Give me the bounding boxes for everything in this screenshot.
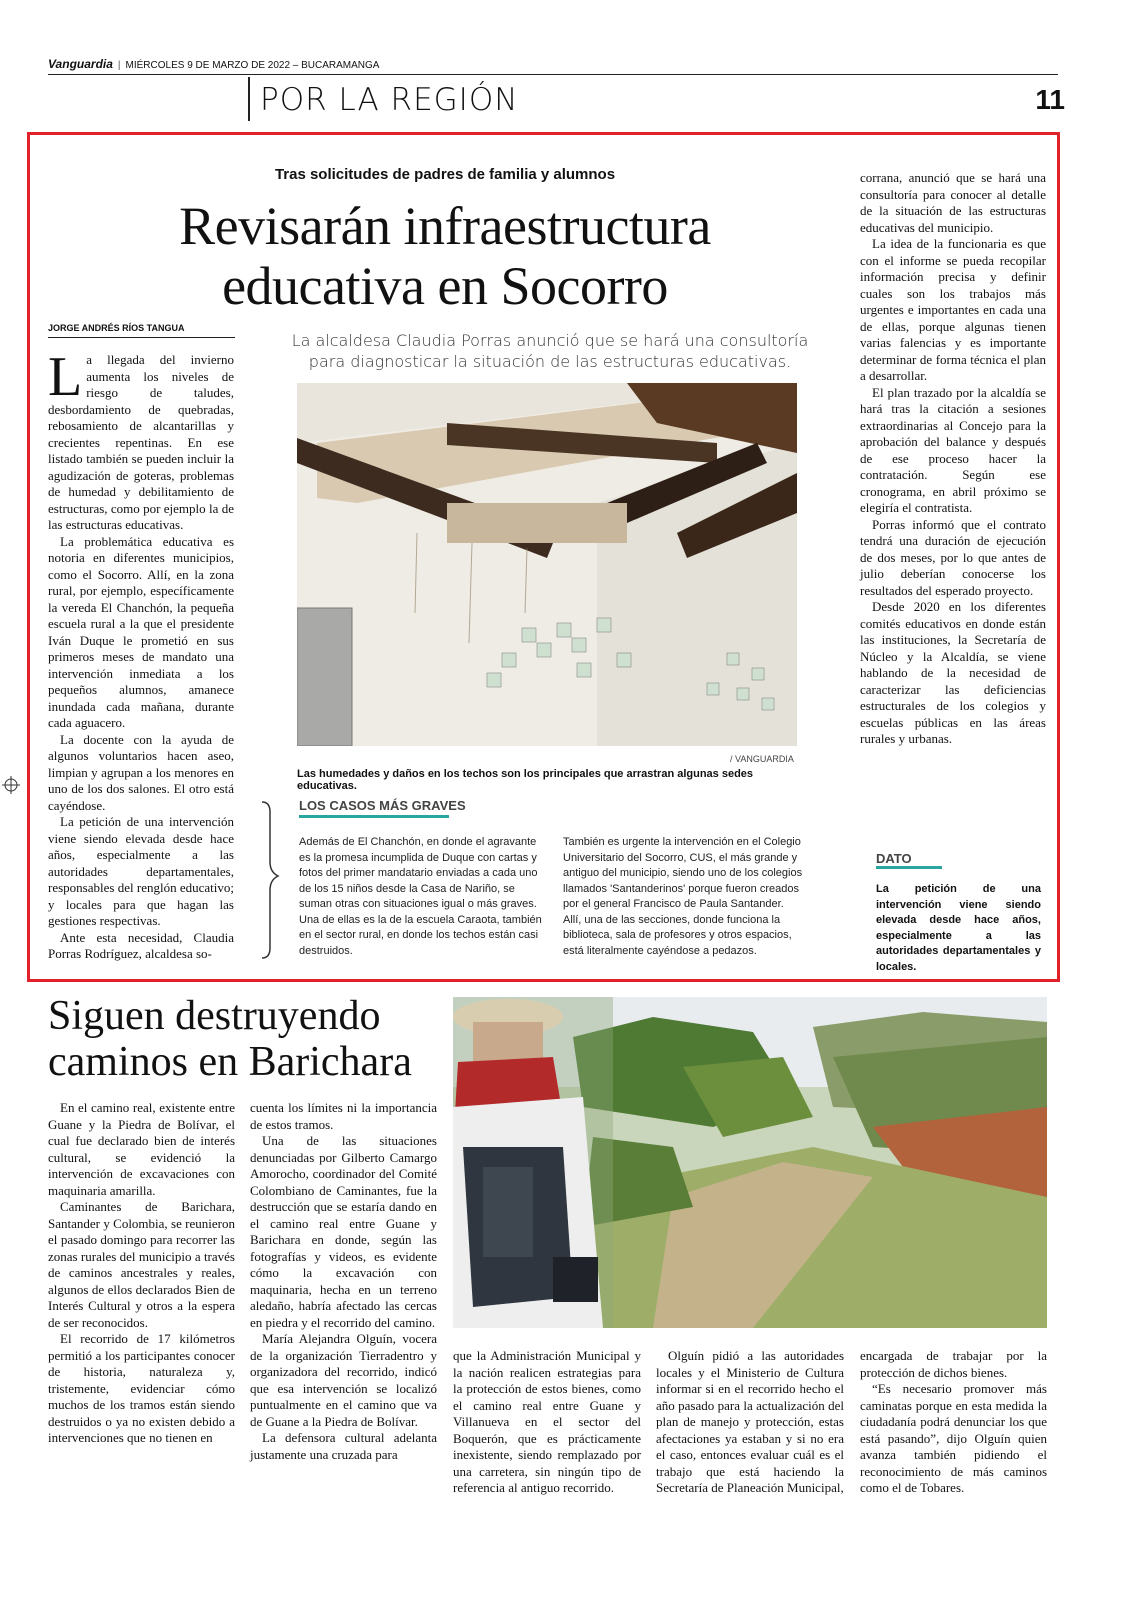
brace-icon: [256, 800, 280, 960]
article-paragraph: La docente con la ayuda de algunos voluntarios hacen aseo, limpian y agrupan a los menores en uno de los dos salones. El otro está cayéndose.: [48, 731, 234, 813]
second-article-column-3: [453, 1348, 641, 1497]
article-column-3: [860, 170, 1046, 748]
sidebar-paragraph: Allí, una de las secciones, donde funciona la biblioteca, sala de profesores y otros espacios, está literalmente cayéndose a pedazos.: [563, 913, 792, 957]
dato-title: DATO: [876, 851, 912, 866]
photo-credit: / VANGUARDIA: [730, 754, 794, 764]
dato-rule: [876, 866, 942, 869]
article-paragraph: que la Administración Municipal y la nación realicen estrategias para la protección de estos bienes, como el camino real entre Guane y Villanueva en el sector del Boquerón, que es prácticamente inexistente, siendo remplazado por una carretera, sin ningún tipo de referencia al antiguo recorrido.: [453, 1348, 641, 1495]
sidebar-paragraph: Además de El Chanchón, en donde el agravante es la promesa incumplida de Duque con cartas y fotos del primer mandatario enviadas a cada uno de los 15 niños desde la Casa de Nariño, se suman otras con situaciones igual o más graves.: [299, 836, 538, 910]
second-article-column-2: [250, 1100, 437, 1463]
second-article-column-1: [48, 1100, 235, 1447]
article-paragraph: La defensora cultural adelanta justamente una cruzada para: [250, 1430, 437, 1462]
sidebar-box-column-a: [299, 835, 549, 959]
article-paragraph: Una de las situaciones denunciadas por Gilberto Camargo Amorocho, coordinador del Comité Colombiano de Caminantes, fue la destrucción que se estaría dando en el camino real entre Guane y Barichara en donde, según las fotografías y videos, es evidente cómo la excavación con maquinaria, hecha en un terreno aledaño, habría afectado las cercas en piedra y el recorrido del camino.: [250, 1133, 437, 1330]
article-paragraph: En el camino real, existente entre Guane y la Piedra de Bolívar, el cual fue declarado bien de interés cultural, se evidenció la intervención de excavaciones con maquinaria amarilla.: [48, 1100, 235, 1198]
byline-rule: [48, 337, 235, 338]
article-paragraph: La llegada del invierno aumenta los niveles de riesgo de taludes, desbordamiento de quebradas, rebosamiento de alcantarillas y crecientes repentinas. En ese listado también se pueden incluir la agudización de goteras, problemas de humedad y debilitamiento de estructuras, como por ejemplo la de las estructuras educativas.: [48, 346, 234, 532]
drop-cap: L: [48, 346, 83, 408]
article-paragraph: Olguín pidió a las autoridades locales y el Ministerio de Cultura informar si en el recorrido hecho el año pasado para la actualización del plan de manejo y protección, estas afectaciones ya estaban y si no era el caso, entonces evaluar cuál es el trabajo que está haciendo la Secretaría de Planeación Municipal,: [656, 1348, 844, 1495]
article-paragraph: El plan trazado por la alcaldía se hará tras la citación a sesiones extraordinarias al Concejo para la aprobación del balance y después de ese proceso hacer la contratación. Según ese cronograma, en abril próximo se elegiría el contratista.: [860, 384, 1046, 515]
article-paragraph: Desde 2020 en los diferentes comités educativos en donde están las instituciones, la Secretaría de Núcleo y la Alcaldía, se viene hablando de la necesidad de caracterizar las deficiencias estructurales de los colegios y escuelas públicas en las áreas rurales y urbanas.: [860, 599, 1046, 746]
second-article-column-5: [860, 1348, 1047, 1497]
masthead-separator: |: [117, 60, 121, 71]
sidebar-box-column-b: [563, 835, 809, 959]
hiker-photo: [453, 997, 1047, 1328]
masthead-date: MIÉRCOLES 9 DE MARZO DE 2022 – BUCARAMANGA: [125, 60, 380, 71]
masthead: [48, 57, 1058, 75]
sidebar-title-rule: [299, 815, 449, 818]
article-paragraph: cuenta los límites ni la importancia de estos tramos.: [250, 1100, 437, 1132]
dato-text: La petición de una intervención viene siendo elevada desde hace años, especialmente a las autoridades departamentales y locales.: [876, 883, 1041, 973]
article-paragraph: La idea de la funcionaria es que con el informe se pueda recopilar información precisa y definir cuales son los trabajos más urgentes e importantes en cada una de ellas, porque algunas tienen varias falencias y es importante determinar de forma técnica el plan a desarrollar.: [860, 236, 1046, 383]
sidebar-box-title: LOS CASOS MÁS GRAVES: [299, 798, 466, 813]
article-paragraph: La petición de una intervención viene siendo elevada desde hace años, especialmente a las autoridades departamentales, responsables del renglón educativo; y locales para que hagan las gestiones respectivas.: [48, 814, 234, 928]
article-headline: Revisarán infraestructura educativa en Socorro: [179, 196, 711, 316]
section-divider: [248, 77, 250, 121]
article-paragraph: encargada de trabajar por la protección de dichos bienes.: [860, 1348, 1047, 1380]
article-column-1: [48, 346, 234, 963]
sidebar-paragraph: Una de ellas es la de la escuela Caraota, también en el sector rural, en donde los techos están casi destruidos.: [299, 913, 542, 957]
article-paragraph: Caminantes de Barichara, Santander y Colombia, se reunieron el pasado domingo para recorrer las zonas rurales del municipio a través de caminos ancestrales y reales, algunos de ellos declarados Bien de Interés Cultural y otros a la espera de ser reconocidos.: [48, 1199, 235, 1330]
classroom-photo: [297, 383, 797, 746]
second-article-headline: Siguen destruyendo caminos en Barichara: [48, 993, 412, 1085]
registration-mark-icon: [2, 776, 20, 794]
article-paragraph: Ante esta necesidad, Claudia Porras Rodríguez, alcaldesa so-: [48, 929, 234, 961]
article-paragraph: María Alejandra Olguín, vocera de la organización Tierradentro y organizadora del recorrido, indicó que esa intervención se localizó puntualmente en el camino que va de Guane a la Piedra de Bolívar.: [250, 1331, 437, 1429]
article-paragraph: La problemática educativa es notoria en diferentes municipios, como el Socorro. Allí, en la zona rural, por ejemplo, específicamente la vereda El Chanchón, la pequeña escuela rural a la que el presidente Iván Duque le prometió en sus primeros meses de mandato una intervención inmediata a los pequeños alumnos, amanece inundada cada mañana, durante cada aguacero.: [48, 533, 234, 730]
photo-caption: Las humedades y daños en los techos son los principales que arrastran algunas sedes educativas.: [297, 768, 754, 792]
sidebar-paragraph: También es urgente la intervención en el Colegio Universitario del Socorro, CUS, el más grande y antiguo del municipio, siendo uno de los colegios llamados 'Santanderinos' porque fueron creados por el general Francisco de Paula Santander.: [563, 836, 803, 910]
article-kicker: Tras solicitudes de padres de familia y alumnos: [274, 166, 616, 183]
second-article-column-4: [656, 1348, 844, 1497]
byline: JORGE ANDRÉS RÍOS TANGUA: [48, 323, 185, 333]
page-number: 11: [1035, 84, 1065, 115]
article-paragraph: El recorrido de 17 kilómetros permitió a los participantes conocer de historia, naturaleza y, tristemente, evidenciar cómo muchos de los tramos están siendo destruidos o ya no existen debido a intervenciones que no tienen en: [48, 1331, 235, 1445]
section-title: POR LA REGIÓN: [260, 82, 519, 118]
article-deck: La alcaldesa Claudia Porras anunció que se hará una consultoría para diagnosticar la situación de las estructuras educativas.: [291, 331, 809, 371]
article-paragraph: Porras informó que el contrato tendrá una duración de ejecución de dos meses, por lo que antes de julio deberían conocerse los resultados del esperado proyecto.: [860, 516, 1046, 598]
article-paragraph: corrana, anunció que se hará una consultoría para conocer al detalle de la situación de las estructuras educativas del municipio.: [860, 170, 1046, 235]
article-paragraph: “Es necesario promover más caminatas porque en esta medida la ciudadanía podrá denunciar los que está pasando”, dijo Olguín quien avanza también pidiendo el reconocimiento de más caminos como el de Tobares.: [860, 1381, 1047, 1495]
brand-logo: Vanguardia: [48, 57, 113, 71]
